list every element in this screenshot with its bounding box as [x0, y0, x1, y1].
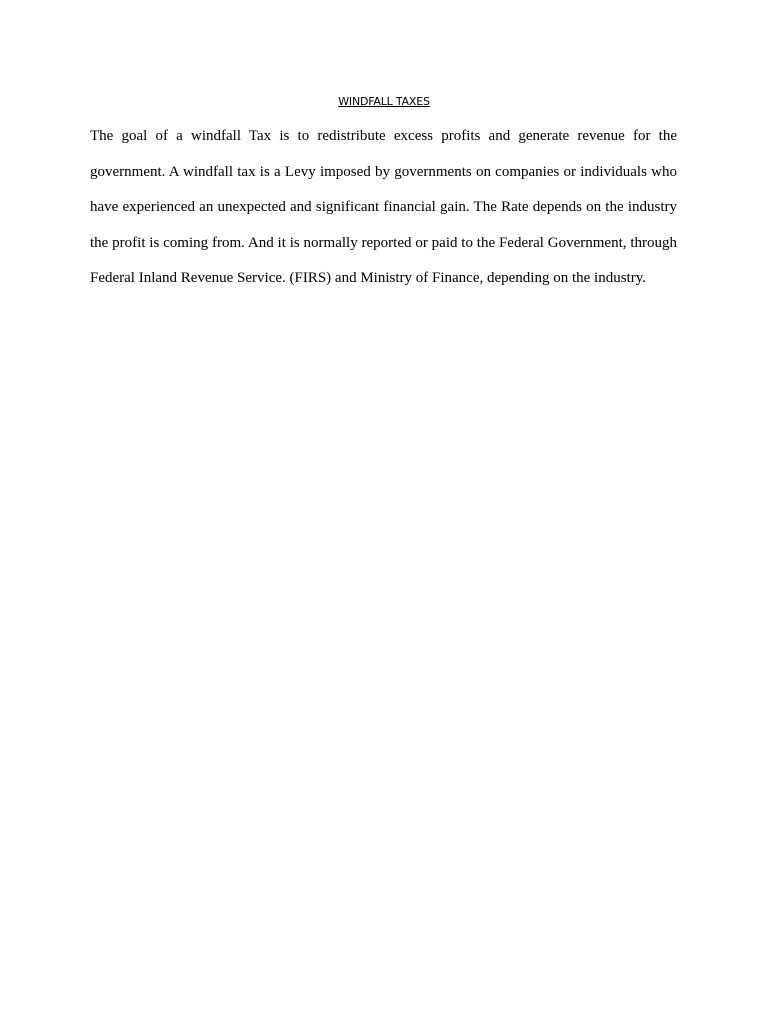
body-paragraph: The goal of a windfall Tax is to redistribute excess profits and generate revenue for the government. A windfall tax is a Levy imposed by governments on companies or individuals who have experienced an unexpected and significant financial gain. The Rate depends on the industry the profit is coming from. And it is normally reported or paid to the Federal Government, through Federal Inland Revenue Service. (FIRS) and Ministry of Finance, depending on the industry. — [90, 128, 677, 287]
document-title: WINDFALL TAXES — [338, 95, 430, 108]
